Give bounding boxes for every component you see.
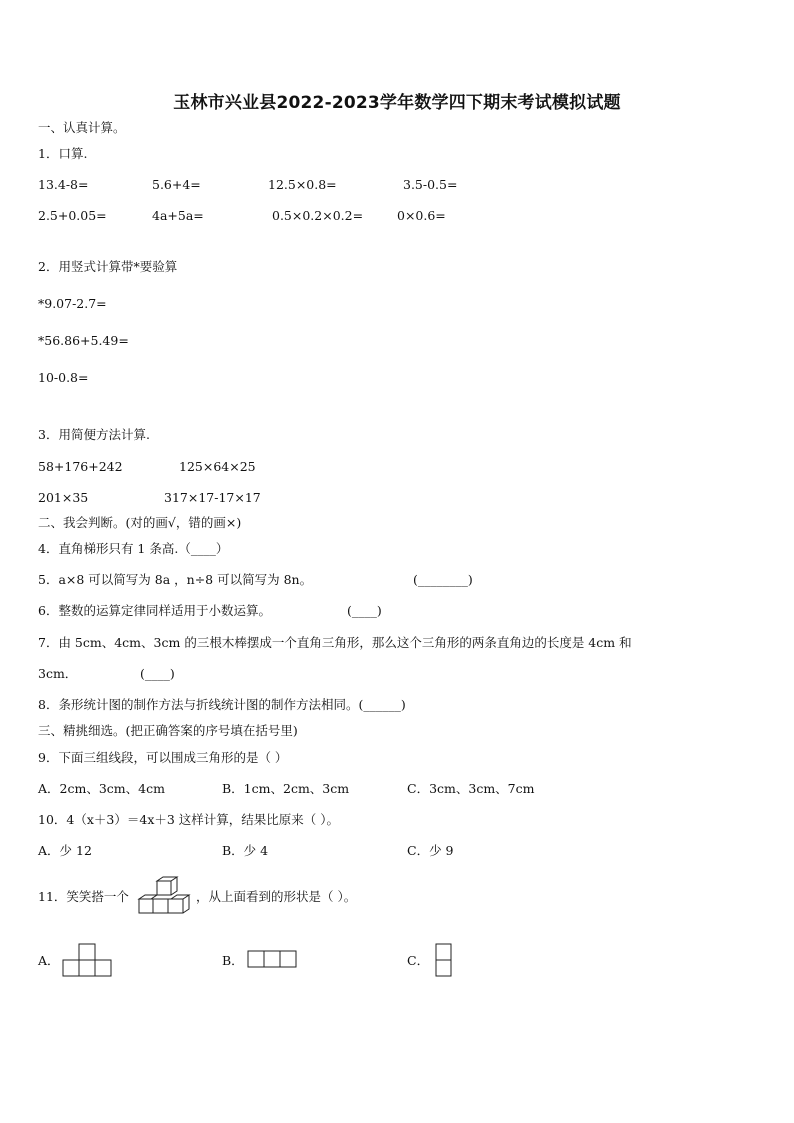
q1-row2-item-3: 0.5×0.2×0.2= [272, 208, 364, 223]
q11-option-c-shape[interactable] [436, 943, 452, 977]
q6-text: 6．整数的运算定律同样适用于小数运算。 [38, 603, 271, 618]
q7-text-line-1: 7．由 5cm、4cm、3cm 的三根木棒摆成一个直角三角形，那么这个三角形的两条直角边的长度是 4cm 和 [38, 635, 632, 650]
q11-cube-stack-figure [137, 877, 191, 917]
q10-option-a[interactable]: A．少 12 [38, 843, 92, 858]
q5-answer-blank[interactable]: (________) [413, 572, 473, 587]
q1-row2-item-4: 0×0.6= [397, 208, 446, 223]
q2-item-2: *56.86+5.49= [38, 333, 129, 348]
q1-row1-item-1: 13.4-8= [38, 177, 89, 192]
q6-answer-blank[interactable]: (____) [347, 603, 382, 618]
q2-label: 2．用竖式计算带*要验算 [38, 259, 178, 274]
q11-option-b-shape[interactable] [248, 950, 296, 968]
q1-row1-item-3: 12.5×0.8= [268, 177, 337, 192]
q11-option-b-label[interactable]: B． [222, 953, 244, 968]
q5-text: 5．a×8 可以简写为 8a ，n÷8 可以简写为 8n。 [38, 572, 313, 587]
q2-item-3: 10-0.8= [38, 370, 89, 385]
q10-option-b[interactable]: B．少 4 [222, 843, 269, 858]
q3-row2-item-1: 201×35 [38, 490, 89, 505]
q3-row1-item-1: 58+176+242 [38, 459, 123, 474]
q1-label: 1．口算. [38, 146, 88, 161]
section-3-heading: 三、精挑细选。(把正确答案的序号填在括号里) [38, 723, 298, 738]
q10-option-c[interactable]: C．少 9 [407, 843, 454, 858]
q1-row2-item-1: 2.5+0.05= [38, 208, 107, 223]
q7-text-line-2: 3cm． [38, 666, 78, 681]
section-2-heading: 二、我会判断。(对的画√，错的画×) [38, 515, 242, 530]
q9-option-b[interactable]: B．1cm、2cm、3cm [222, 781, 350, 796]
q9-option-a[interactable]: A．2cm、3cm、4cm [38, 781, 165, 796]
q10-text: 10．4（x＋3）＝4x＋3 这样计算，结果比原来（ ）。 [38, 812, 340, 827]
q9-option-c[interactable]: C．3cm、3cm、7cm [407, 781, 535, 796]
q11-option-a-label[interactable]: A． [38, 953, 60, 968]
q9-text: 9．下面三组线段，可以围成三角形的是（ ） [38, 750, 288, 765]
q1-row1-item-2: 5.6+4= [152, 177, 201, 192]
q7-answer-blank[interactable]: (____) [140, 666, 175, 681]
q1-row1-item-4: 3.5-0.5= [403, 177, 458, 192]
q11-text-before: 11．笑笑搭一个 [38, 889, 129, 904]
q11-text-after: ，从上面看到的形状是（ ）。 [196, 889, 357, 904]
q11-option-a-shape[interactable] [63, 943, 111, 977]
q11-option-c-label[interactable]: C． [407, 953, 430, 968]
q1-row2-item-2: 4a+5a= [152, 208, 204, 223]
section-1-heading: 一、认真计算。 [38, 120, 126, 135]
q3-row2-item-2: 317×17-17×17 [164, 490, 261, 505]
q4-text: 4．直角梯形只有 1 条高.（____） [38, 541, 229, 556]
q3-row1-item-2: 125×64×25 [179, 459, 256, 474]
q8-text: 8．条形统计图的制作方法与折线统计图的制作方法相同。(______) [38, 697, 406, 712]
q3-label: 3．用简便方法计算. [38, 427, 150, 442]
q2-item-1: *9.07-2.7= [38, 296, 107, 311]
page-title: 玉林市兴业县2022-2023学年数学四下期末考试模拟试题 [173, 93, 621, 113]
